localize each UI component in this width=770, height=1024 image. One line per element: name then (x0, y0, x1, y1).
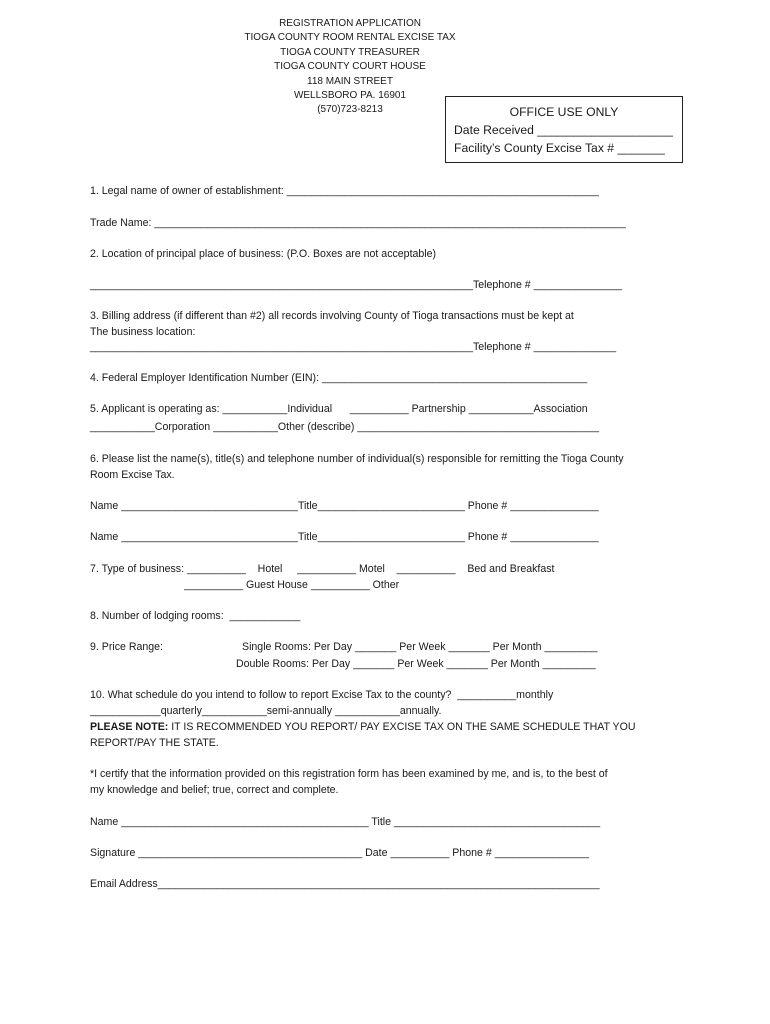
certification-text-cont: my knowledge and belief; true, correct and complete. (90, 784, 339, 796)
certification-text: *I certify that the information provided on this registration form has been examined by me, and is, to the best of (90, 768, 608, 780)
price-range-label: 9. Price Range: (90, 641, 164, 653)
double-rooms-prices[interactable]: Double Rooms: Per Day _______ Per Week _______ Per Month _________ (236, 658, 596, 670)
location-field[interactable]: _________________________________________________________________Telephone # _______________ (90, 279, 623, 291)
ein-field[interactable]: 4. Federal Employer Identification Number (EIN): _____________________________________________ (90, 372, 588, 384)
date-received-field[interactable]: Date Received ____________________ (454, 123, 673, 137)
office-use-box (445, 96, 683, 163)
lodging-rooms-field[interactable]: 8. Number of lodging rooms: ____________ (90, 610, 301, 622)
header-city: WELLSBORO PA. 16901 (293, 90, 407, 102)
header-tax-name: TIOGA COUNTY ROOM RENTAL EXCISE TAX (244, 32, 456, 44)
header-phone: (570)723-8213 (317, 104, 383, 116)
note-bold-label: PLEASE NOTE: (90, 721, 169, 733)
operating-as-options-cont[interactable]: ___________Corporation ___________Other (describe) _________________________________________ (90, 421, 599, 433)
email-address-field[interactable]: Email Address___________________________________________________________________________ (90, 878, 600, 890)
office-use-title: OFFICE USE ONLY (509, 105, 619, 119)
excise-tax-number-field[interactable]: Facility’s County Excise Tax # _______ (454, 141, 665, 155)
trade-name-field[interactable]: Trade Name: ________________________________________________________________________________ (90, 217, 626, 229)
billing-label: 3. Billing address (if different than #2) all records involving County of Tioga transactions must be kept at (90, 310, 574, 322)
business-type-options-cont[interactable]: __________ Guest House __________ Other (90, 579, 400, 591)
person-row-2[interactable]: Name ______________________________Title_________________________ Phone # _______________ (90, 531, 599, 543)
schedule-options[interactable]: ____________quarterly___________semi-annually ___________annually. (90, 705, 442, 717)
single-rooms-prices[interactable]: Single Rooms: Per Day _______ Per Week _______ Per Month _________ (242, 641, 598, 653)
legal-name-field[interactable]: 1. Legal name of owner of establishment: _____________________________________________________ (90, 185, 599, 197)
billing-label-cont: The business location: (90, 326, 196, 338)
note-text: IT IS RECOMMENDED YOU REPORT/ PAY EXCISE TAX ON THE SAME SCHEDULE THAT YOU (168, 721, 636, 733)
signer-name-field[interactable]: Name __________________________________________ Title ___________________________________ (90, 816, 601, 828)
responsible-persons-label-cont: Room Excise Tax. (90, 469, 175, 481)
operating-as-options[interactable]: 5. Applicant is operating as: ___________Individual __________ Partnership ___________Association (90, 403, 588, 415)
billing-address-field[interactable]: _________________________________________________________________Telephone # ______________ (90, 341, 617, 353)
note-line (90, 721, 636, 733)
signature-field[interactable]: Signature ______________________________________ Date __________ Phone # ________________ (90, 847, 589, 859)
person-row-1[interactable]: Name ______________________________Title_________________________ Phone # _______________ (90, 500, 599, 512)
header-form-title: REGISTRATION APPLICATION (279, 18, 421, 29)
responsible-persons-label: 6. Please list the name(s), title(s) and telephone number of individual(s) responsible for remitting the Tioga County (90, 453, 624, 465)
header-street: 118 MAIN STREET (307, 75, 393, 87)
header-building: TIOGA COUNTY COURT HOUSE (274, 61, 426, 73)
location-label: 2. Location of principal place of business: (P.O. Boxes are not acceptable) (90, 248, 437, 260)
schedule-question[interactable]: 10. What schedule do you intend to follow to report Excise Tax to the county? __________monthly (90, 689, 554, 701)
business-type-options[interactable]: 7. Type of business: __________ Hotel __________ Motel __________ Bed and Breakfast (90, 563, 555, 575)
note-line-cont: REPORT/PAY THE STATE. (90, 737, 219, 749)
header-office: TIOGA COUNTY TREASURER (280, 46, 420, 58)
